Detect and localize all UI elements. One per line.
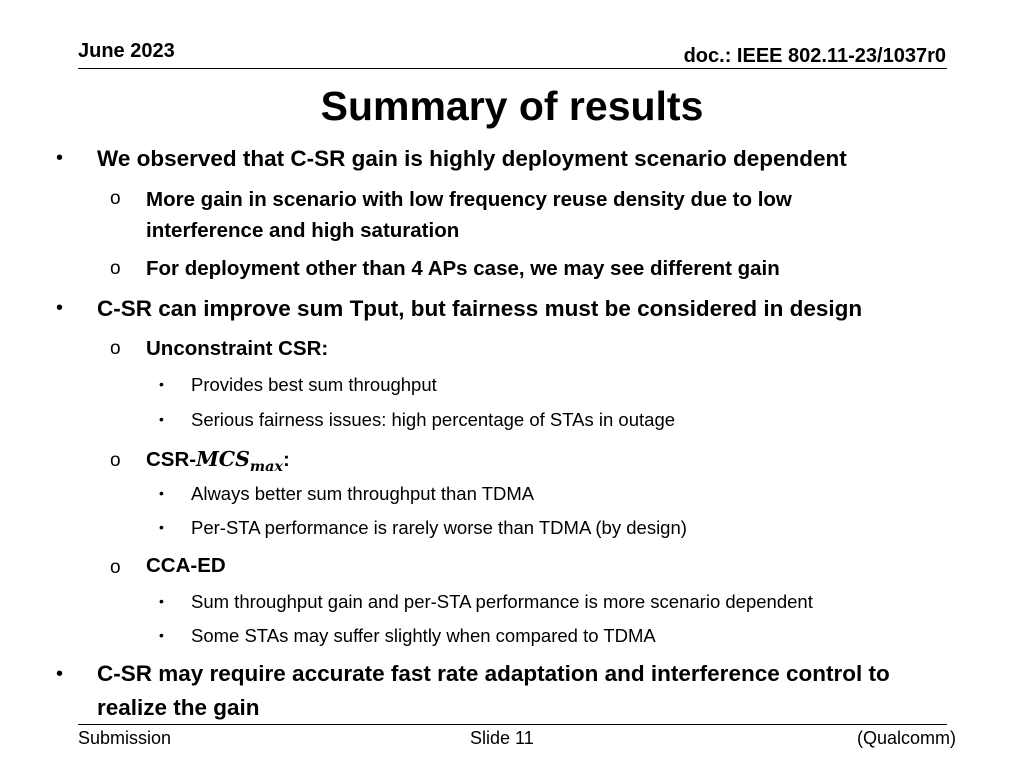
bullet-3-line-2: realize the gain [97,695,260,720]
header-date: June 2023 [78,40,175,62]
mcs-subscript: max [249,459,283,476]
bullet-1-sub-1-line-1: More gain in scenario with low frequency reuse density due to low [146,188,792,211]
sub-bullet-marker: o [110,258,121,279]
third-level-bullet-marker: • [159,376,164,392]
bullet-2-sub-2-item-2: Per-STA performance is rarely worse than TDMA (by design) [191,517,687,538]
sub-bullet-marker: o [110,338,121,359]
footer-rule [78,724,947,725]
third-level-bullet-marker: • [159,411,164,427]
csr-suffix: : [282,448,290,471]
mcs-symbol: MCS [196,447,250,471]
footer-slide-number: Slide 11 [470,728,534,748]
bullet-2-sub-2-text [146,444,290,482]
bullet-marker: • [56,147,64,169]
bullet-2-sub-3-item-2: Some STAs may suffer slightly when compared to TDMA [191,625,656,646]
header-doc-id: doc.: IEEE 802.11-23/1037r0 [683,45,946,67]
bullet-marker: • [56,663,64,685]
bullet-2-sub-1-item-1: Provides best sum throughput [191,374,437,395]
bullet-2-sub-3-text: CCA-ED [146,554,226,577]
third-level-bullet-marker: • [159,519,164,535]
bullet-1-sub-1-line-2: interference and high saturation [146,219,460,242]
bullet-3-line-1: C-SR may require accurate fast rate adaptation and interference control to [97,661,890,686]
bullet-marker: • [56,297,64,319]
sub-bullet-marker: o [110,557,121,578]
header-rule [78,68,947,69]
sub-bullet-marker: o [110,188,121,209]
slide-title: Summary of results [320,83,704,129]
csr-prefix: CSR- [146,448,197,471]
third-level-bullet-marker: • [159,627,164,643]
bullet-2-sub-1-text: Unconstraint CSR: [146,337,329,360]
bullet-1-text: We observed that C-SR gain is highly deployment scenario dependent [97,146,847,171]
footer-submission: Submission [78,728,172,748]
third-level-bullet-marker: • [159,593,164,609]
mcs-max-math [196,447,283,476]
footer-company: (Qualcomm) [856,728,956,748]
third-level-bullet-marker: • [159,485,164,501]
bullet-1-sub-2-text: For deployment other than 4 APs case, we may see different gain [146,257,780,280]
sub-bullet-marker: o [110,450,121,471]
bullet-2-sub-1-item-2: Serious fairness issues: high percentage of STAs in outage [191,409,676,430]
bullet-2-sub-2-item-1: Always better sum throughput than TDMA [191,483,535,504]
bullet-2-text: C-SR can improve sum Tput, but fairness must be considered in design [97,296,863,321]
bullet-2-sub-3-item-1: Sum throughput gain and per-STA performance is more scenario dependent [191,591,813,612]
